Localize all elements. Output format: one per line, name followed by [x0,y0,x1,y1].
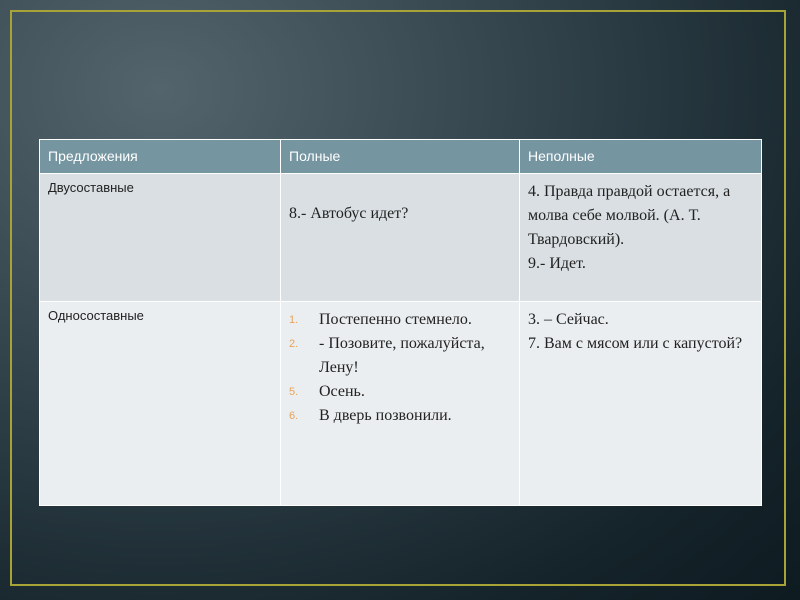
sentence-types-table [39,139,762,506]
cell-one-part-full [281,302,520,506]
sentence-text: - Позовите, пожалуйста, Лену! [319,335,485,376]
sentence-text: 4. Правда правдой остается, а молва себе молвой. (А. Т. Твардовский). [528,183,731,248]
list-number: 6. [289,410,299,422]
header-incomplete: Неполные [520,140,762,174]
list-number: 5. [289,386,299,398]
table-header-row [40,140,762,174]
list-item [289,404,511,428]
sentence-text: 7. Вам с мясом или с капустой? [528,335,743,352]
header-full: Полные [281,140,520,174]
header-sentences: Предложения [40,140,281,174]
row-label-two-part: Двусоставные [40,174,281,302]
sentence-text: 9.- Идет. [528,255,586,272]
table-row [40,174,762,302]
list-number: 1. [289,314,299,326]
sentence-text: 8.- Автобус идет? [289,205,409,222]
list-number: 2. [289,338,299,350]
list-item [289,380,511,404]
list-item [289,332,511,380]
cell-two-part-incomplete [520,174,762,302]
row-label-one-part: Односоставные [40,302,281,506]
sentence-text: В дверь позвонили. [319,407,452,424]
list-item [289,308,511,332]
cell-two-part-full [281,174,520,302]
sentence-text: Осень. [319,383,365,400]
sentence-text: Постепенно стемнело. [319,311,472,328]
sentence-text: 3. – Сейчас. [528,311,609,328]
cell-one-part-incomplete [520,302,762,506]
table-row [40,302,762,506]
numbered-list [289,308,511,428]
